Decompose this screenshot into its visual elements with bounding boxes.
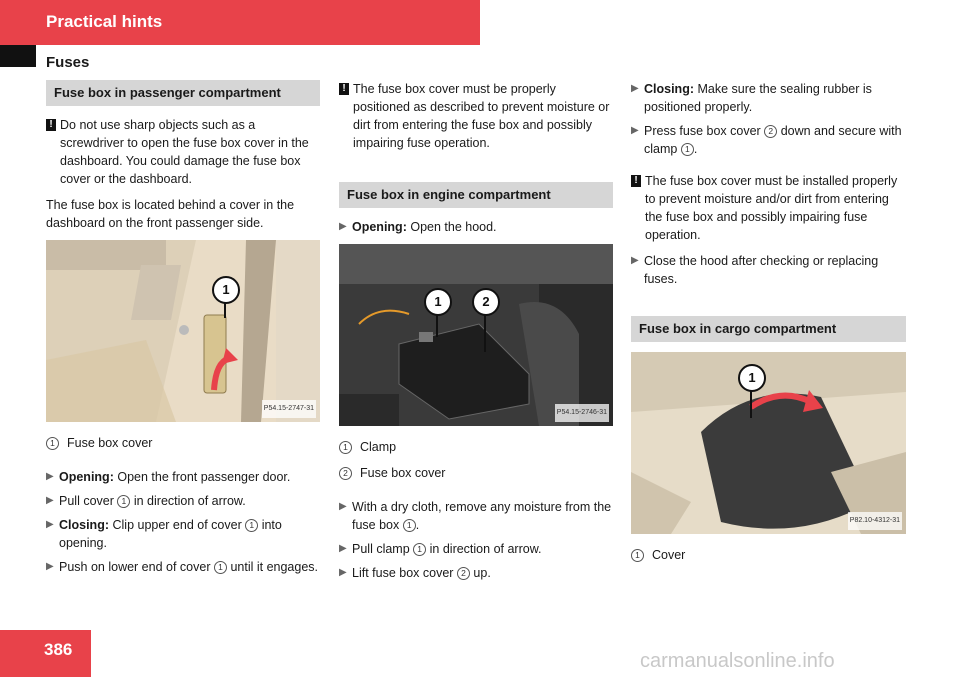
cargo-figure	[631, 352, 906, 534]
section-title: Practical hints	[46, 12, 163, 31]
legend-item: 1 Clamp	[339, 438, 613, 456]
step-item: ▶ Opening: Open the hood.	[339, 220, 497, 234]
step-item: ▶ Pull cover 1 in direction of arrow.	[46, 494, 246, 508]
legend-item: 1 Cover	[631, 546, 906, 564]
column-passenger	[46, 80, 320, 582]
warning-icon: !	[46, 119, 56, 131]
step-item: ▶ Close the hood after checking or replacing fuses.	[631, 254, 879, 286]
step-item: ▶ With a dry cloth, remove any moisture from the fuse box 1 .	[339, 500, 612, 532]
engine-heading: Fuse box in engine compartment	[339, 182, 613, 208]
step-item: ▶ Push on lower end of cover 1 until it engages.	[46, 560, 319, 574]
page-subtitle: Fuses	[46, 54, 90, 71]
column-engine	[339, 80, 613, 588]
passenger-heading: Fuse box in passenger compartment	[46, 80, 320, 106]
step-item: ▶ Closing: Clip upper end of cover 1 into opening.	[46, 518, 282, 550]
engine-figure	[339, 244, 613, 426]
legend-item: 1 Fuse box cover	[46, 434, 320, 452]
passenger-warning: ! Do not use sharp objects such as a screwdriver to open the fuse box cover in the dashboard. You could damage the fuse box cover or the dashboard.	[46, 116, 320, 188]
step-item: ▶ Closing: Make sure the sealing rubber is positioned properly.	[631, 82, 872, 114]
figure-code: P82.10-4312-31	[848, 512, 902, 530]
step-item: ▶ Press fuse box cover 2 down and secure with clamp 1 .	[631, 124, 902, 156]
callout-1: 1	[212, 276, 240, 304]
callout-2: 2	[472, 288, 500, 316]
passenger-intro: The fuse box is located behind a cover in the dashboard on the front passenger side.	[46, 198, 295, 230]
engine-top-warning: ! The fuse box cover must be properly positioned as described to prevent moisture or dirt from entering the fuse box and possibly impairing fuse operation.	[339, 80, 613, 152]
passenger-figure	[46, 240, 320, 422]
cargo-heading: Fuse box in cargo compartment	[631, 316, 906, 342]
figure-code: P54.15-2747-31	[262, 400, 316, 418]
step-item: ▶ Opening: Open the front passenger door.	[46, 470, 291, 484]
callout-1: 1	[738, 364, 766, 392]
chapter-tab	[0, 45, 36, 67]
warning-icon: !	[339, 83, 349, 95]
watermark: carmanualsonline.info	[640, 650, 835, 672]
warning-icon: !	[631, 175, 641, 187]
legend-item: 2 Fuse box cover	[339, 464, 613, 482]
callout-1: 1	[424, 288, 452, 316]
figure-code: P54.15-2746-31	[555, 404, 609, 422]
column-closing	[631, 80, 906, 572]
step-item: ▶ Lift fuse box cover 2 up.	[339, 566, 491, 580]
step-item: ▶ Pull clamp 1 in direction of arrow.	[339, 542, 542, 556]
closing-warning: ! The fuse box cover must be installed properly to prevent moisture and/or dirt from entering the fuse box and possibly impairing fuse operation.	[631, 172, 906, 244]
page-number: 386	[44, 640, 73, 659]
